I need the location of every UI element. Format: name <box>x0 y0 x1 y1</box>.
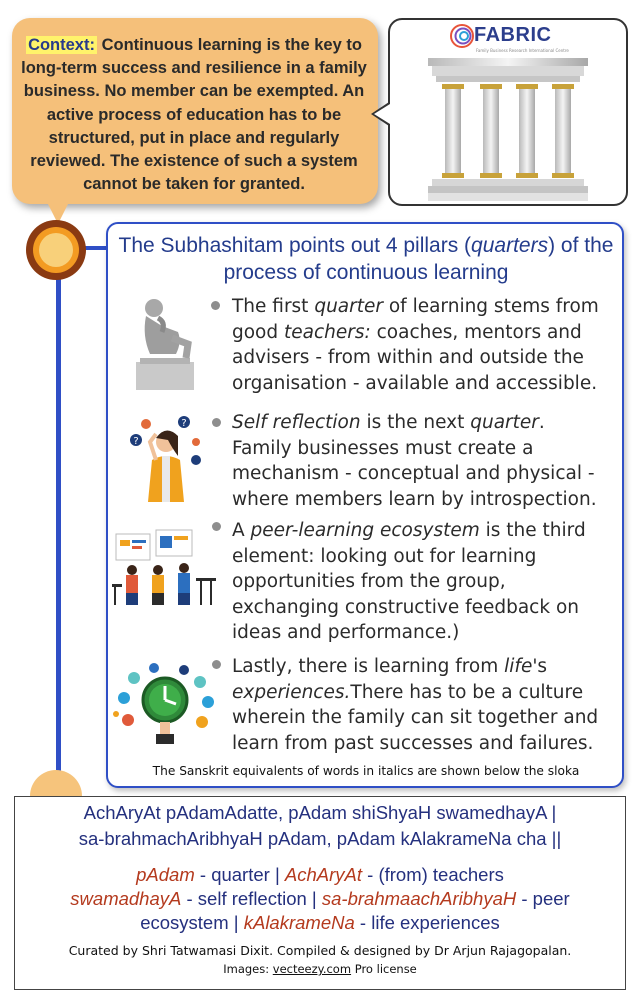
clock-hand-icon <box>112 662 218 744</box>
logo-box-pointer-fill <box>374 104 390 124</box>
timeline-node-top-core <box>39 233 73 267</box>
italics-footnote: The Sanskrit equivalents of words in italics are shown below the sloka <box>152 764 580 778</box>
bullet <box>211 301 220 310</box>
gloss-word: kAlakrameNa <box>243 912 355 933</box>
bullet <box>212 522 221 531</box>
fabric-logo-icon <box>448 22 476 50</box>
gloss-word: AchAryAt <box>284 864 363 885</box>
fabric-tagline: Family Business Research International Centre <box>476 48 569 53</box>
title-text-1: The Subhashitam points out 4 pillars ( <box>118 234 472 257</box>
bullet <box>212 660 221 669</box>
pillars-icon <box>428 58 588 204</box>
confused-person-icon <box>126 412 206 504</box>
context-text <box>16 34 372 196</box>
credit-line: Curated by Shri Tatwamasi Dixit. Compiled & designed by Dr Arjun Rajagopalan. <box>68 943 572 958</box>
images-credit: Images: vecteezy.com Pro license <box>223 962 417 976</box>
thinker-statue-icon <box>132 292 198 392</box>
title-text-2: ) of the process of continuous learning <box>223 234 614 284</box>
sloka-line-1: AchAryAt pAdamAdatte, pAdam shiShyaH swamedhayA | <box>83 802 557 823</box>
pillar-1-text: The first quarter of learning stems from good teachers: coaches, mentors and advisers - from within and outside the organisation - available and accessible. <box>232 296 599 394</box>
gloss-line-3: ecosystem | kAlakrameNa - life experiences <box>140 912 500 933</box>
panel-title <box>110 232 622 286</box>
svg-text:?: ? <box>181 418 187 429</box>
context-label: Context: <box>28 36 95 54</box>
gloss-line-2: swamadhayA - self reflection | sa-brahmaachAribhyaH - peer <box>70 888 570 909</box>
sloka-line-2: sa-brahmachAribhyaH pAdam, pAdam kAlakrameNa cha || <box>78 828 562 849</box>
fabric-wordmark: FABRIC <box>474 24 552 46</box>
vecteezy-link[interactable]: vecteezy.com <box>272 962 352 976</box>
gloss-word: pAdam <box>136 864 195 885</box>
team-meeting-icon <box>110 528 220 608</box>
gloss-word: sa-brahmaachAribhyaH <box>321 888 517 909</box>
gloss-line-1: pAdam - quarter | AchAryAt - (from) teachers <box>136 864 504 885</box>
pillar-4-text: Lastly, there is learning from life's experiences.There has to be a culture wherein the family can sit together and learn from past successes and failures. <box>232 656 599 754</box>
timeline-line <box>56 250 61 780</box>
svg-text:?: ? <box>133 436 139 447</box>
context-body: Continuous learning is the key to long-term success and resilience in a family business. No member can be exempted. An active process of education has to be structured, put in place and regularly reviewed. The existence of such a system cannot be taken for granted. <box>21 36 367 194</box>
gloss-word: swamadhayA <box>70 888 182 909</box>
pillar-3-text: A peer-learning ecosystem is the third element: looking out for learning opportunities from the group, exchanging constructive feedback on ideas and performance.) <box>232 520 586 643</box>
title-italic: quarters <box>471 234 549 257</box>
bullet <box>212 418 221 427</box>
pillar-2-text: Self reflection is the next quarter. Family businesses must create a mechanism - conceptual and physical - where members learn by introspection. <box>232 412 597 510</box>
